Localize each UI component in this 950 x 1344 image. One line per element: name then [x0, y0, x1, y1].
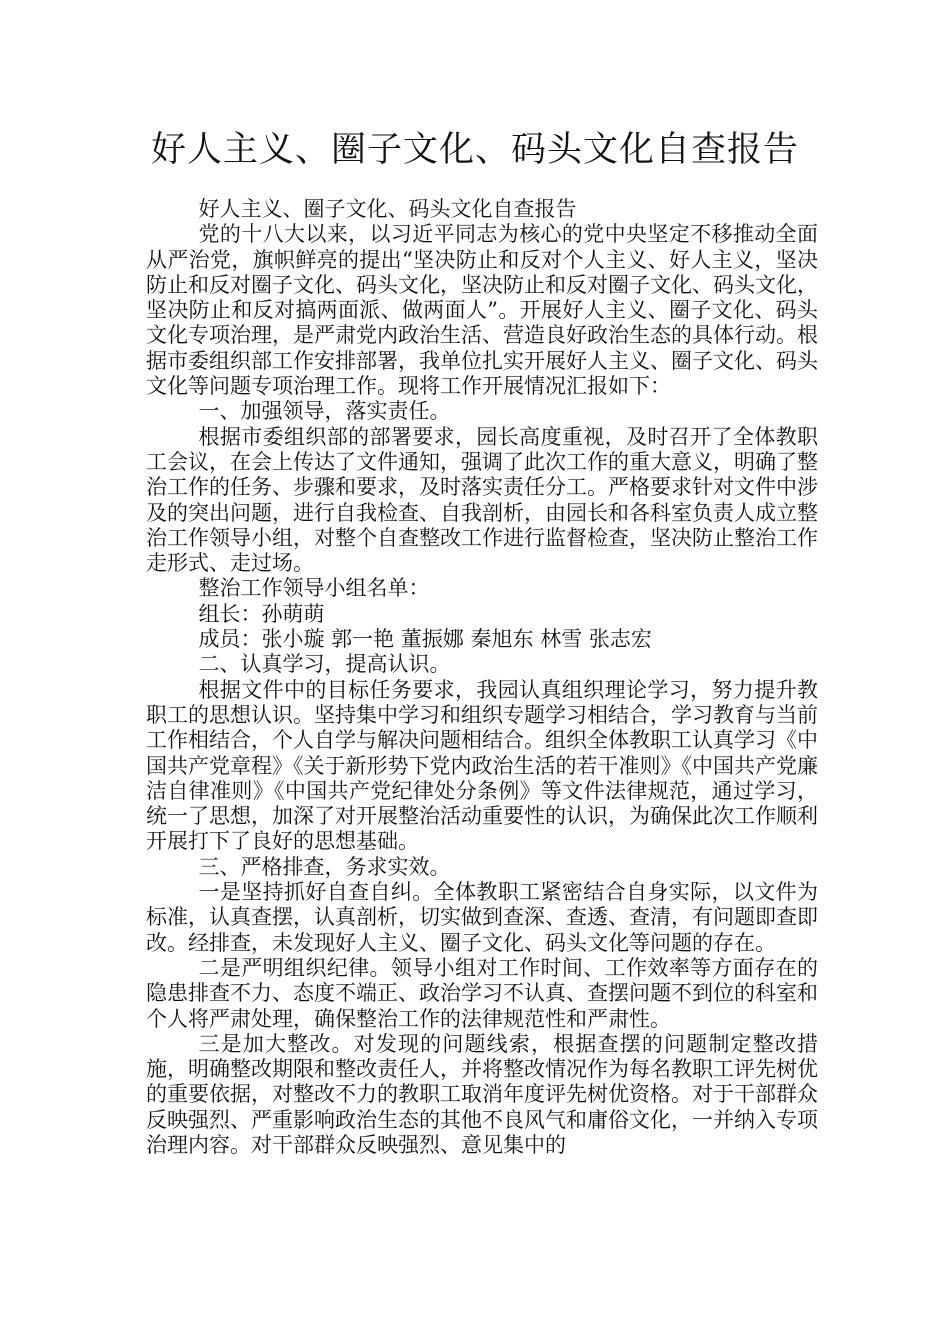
leadership-group-leader: 组长：孙萌萌	[198, 601, 325, 626]
section-heading-3: 三、严格排查，务求实效。	[198, 854, 451, 879]
leadership-list-heading: 整治工作领导小组名单：	[198, 576, 430, 601]
document-body	[146, 197, 818, 1158]
paragraph-rectification: 三是加大整改。对发现的问题线索，根据查摆的问题制定整改措施，明确整改期限和整改责任人，并将整改情况作为每名教职工评先树优的重要依据，对整改不力的教职工取消年度评先树优资格。对于干部群众反映强烈、严重影响政治生态的其他不良风气和庸俗文化，一并纳入专项治理内容。对干部群众反映强烈、意见集中的	[146, 1031, 818, 1157]
paragraph-discipline: 二是严明组织纪律。领导小组对工作时间、工作效率等方面存在的隐患排查不力、态度不端正、政治学习不认真、查摆问题不到位的科室和个人将严肃处理，确保整治工作的法律规范性和严肃性。	[146, 955, 818, 1031]
paragraph-section-1: 根据市委组织部的部署要求，园长高度重视，及时召开了全体教职工会议，在会上传达了文件通知，强调了此次工作的重大意义，明确了整治工作的任务、步骤和要求，及时落实责任分工。严格要求针对文件中涉及的突出问题，进行自我检查、自我剖析，由园长和各科室负责人成立整治工作领导小组，对整个自查整改工作进行监督检查，坚决防止整治工作走形式、走过场。	[146, 424, 818, 576]
section-heading-2: 二、认真学习，提高认识。	[198, 652, 451, 677]
paragraph-intro: 党的十八大以来，以习近平同志为核心的党中央坚定不移推动全面从严治党，旗帜鲜亮的提出“坚决防止和反对个人主义、好人主义，坚决防止和反对圈子文化、码头文化，坚决防止和反对圈子文化、码头文化，坚决防止和反对搞两面派、做两面人”。开展好人主义、圈子文化、码头文化专项治理，是严肃党内政治生活、营造良好政治生态的具体行动。根据市委组织部工作安排部署，我单位扎实开展好人主义、圈子文化、码头文化等问题专项治理工作。现将工作开展情况汇报如下：	[146, 222, 818, 399]
paragraph-subtitle: 好人主义、圈子文化、码头文化自查报告	[198, 197, 577, 221]
leadership-group-members: 成员：张小璇 郭一艳 董振娜 秦旭东 林雪 张志宏	[198, 627, 652, 652]
paragraph-section-2: 根据文件中的目标任务要求，我园认真组织理论学习，努力提升教职工的思想认识。坚持集中学习和组织专题学习相结合，学习教育与当前工作相结合，个人自学与解决问题相结合。组织全体教职工认真学习《中国共产党章程》《关于新形势下党内政治生活的若干准则》《中国共产党廉洁自律准则》《中国共产党纪律处分条例》等文件法律规范，通过学习，统一了思想，加深了对开展整治活动重要性的认识，为确保此次工作顺利开展打下了良好的思想基础。	[146, 677, 818, 854]
paragraph-self-check: 一是坚持抓好自查自纠。全体教职工紧密结合自身实际，以文件为标准，认真查摆，认真剖析，切实做到查深、查透、查清，有问题即查即改。经排查，未发现好人主义、圈子文化、码头文化等问题的存在。	[146, 880, 818, 955]
document-title: 好人主义、圈子文化、码头文化自查报告	[150, 130, 799, 170]
section-heading-1: 一、加强领导，落实责任。	[198, 399, 451, 424]
